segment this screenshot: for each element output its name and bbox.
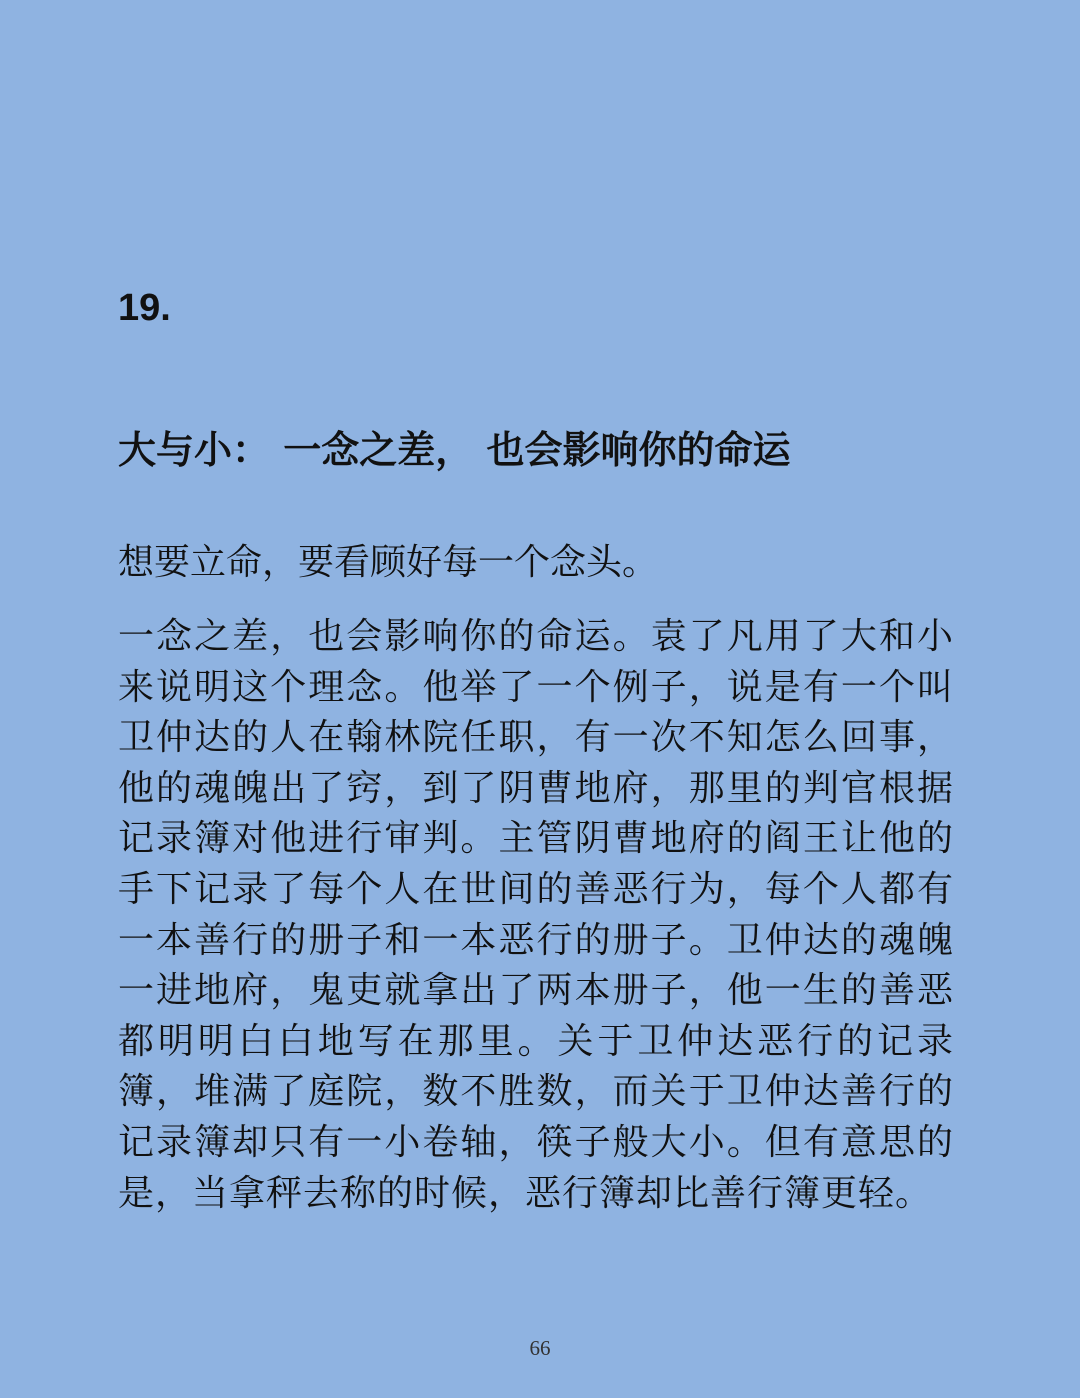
chapter-number: 19. (118, 287, 171, 329)
chapter-title: 大与小： 一念之差， 也会影响你的命运 (118, 428, 791, 472)
body-paragraph: 一念之差，也会影响你的命运。袁了凡用了大和小来说明这个理念。他举了一个例子，说是有一个叫卫仲达的人在翰林院任职，有一次不知怎么回事，他的魂魄出了窍，到了阴曹地府，那里的判官根据记录簿对他进行审判。主管阴曹地府的阎王让他的手下记录了每个人在世间的善恶行为，每个人都有一本善行的册子和一本恶行的册子。卫仲达的魂魄一进地府，鬼吏就拿出了两本册子，他一生的善恶都明明白白地写在那里。关于卫仲达恶行的记录簿，堆满了庭院，数不胜数，而关于卫仲达善行的记录簿却只有一小卷轴，筷子般大小。但有意思的是，当拿秤去称的时候，恶行簿却比善行簿更轻。 (118, 616, 954, 1214)
lead-sentence: 想要立命，要看顾好每一个念头。 (118, 542, 659, 583)
page-number: 66 (529, 1336, 551, 1360)
